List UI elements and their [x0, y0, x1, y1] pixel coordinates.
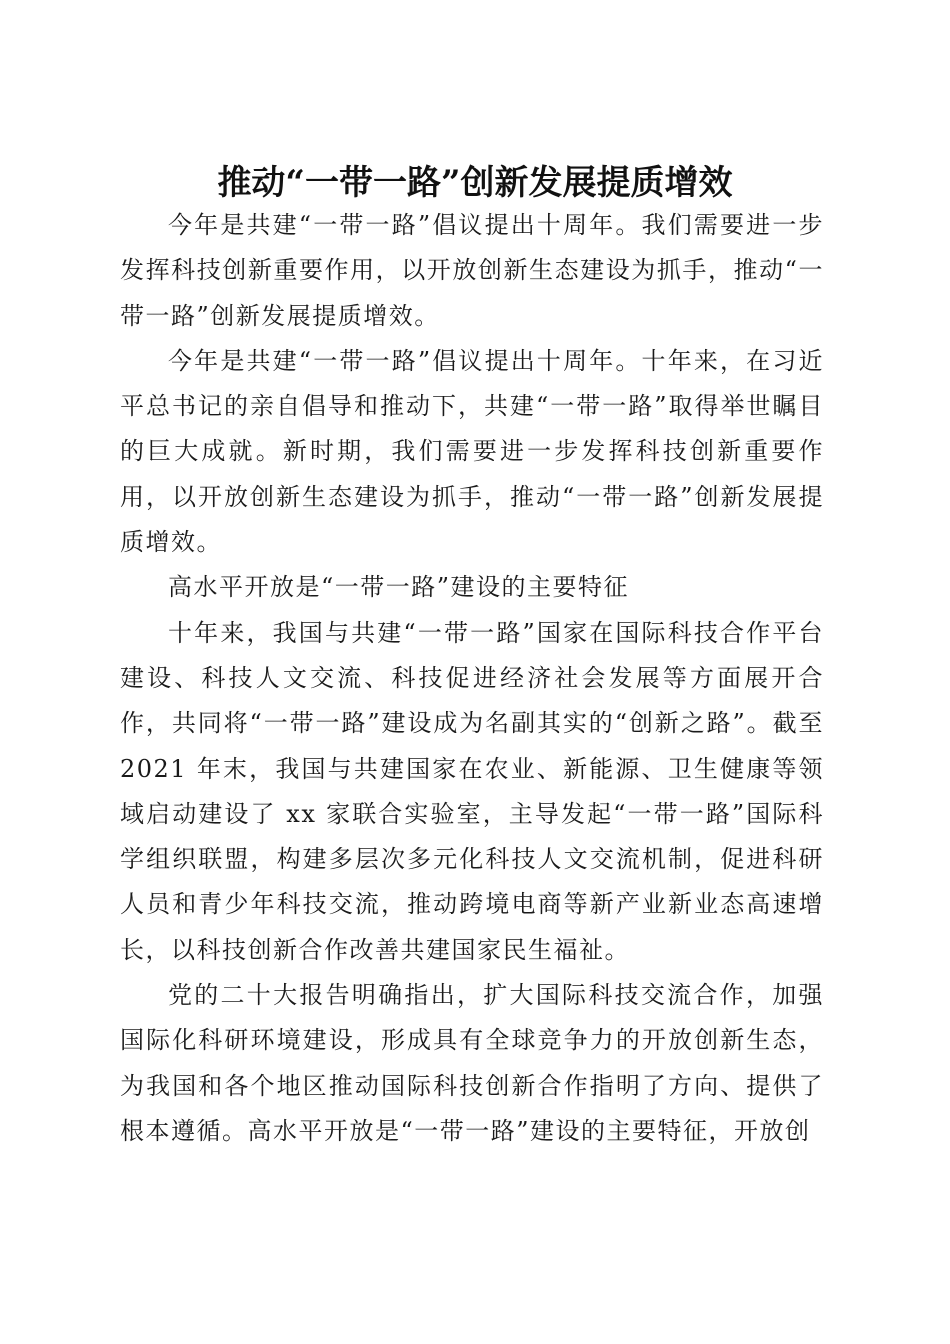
paragraph-achievements: 十年来，我国与共建“一带一路”国家在国际科技合作平台建设、科技人文交流、科技促进经济社会发展等方面展开合作，共同将“一带一路”建设成为名副其实的“创新之路”。截至 2021 年末，我国与共建国家在农业、新能源、卫生健康等领域启动建设了 xx 家联合实验室，主导发起“一带一路”国际科学组织联盟，构建多层次多元化科技人文交流机制，促进科研人员和青少年科技交流，推动跨境电商等新产业新业态高速增长，以科技创新合作改善共建国家民生福祉。	[120, 618, 824, 964]
document-title: 推动“一带一路”创新发展提质增效	[217, 162, 733, 203]
document-body	[120, 203, 824, 1154]
paragraph-report: 党的二十大报告明确指出，扩大国际科技交流合作，加强国际化科研环境建设，形成具有全球竞争力的开放创新生态，为我国和各个地区推动国际科技创新合作指明了方向、提供了根本遵循。高水平开放是“一带一路”建设的主要特征，开放创	[120, 981, 824, 1145]
section-heading: 高水平开放是“一带一路”建设的主要特征	[168, 573, 630, 602]
paragraph-intro: 今年是共建“一带一路”倡议提出十周年。我们需要进一步发挥科技创新重要作用，以开放创新生态建设为抓手，推动“一带一路”创新发展提质增效。	[120, 211, 824, 330]
paragraph-background: 今年是共建“一带一路”倡议提出十周年。十年来，在习近平总书记的亲自倡导和推动下，共建“一带一路”取得举世瞩目的巨大成就。新时期，我们需要进一步发挥科技创新重要作用，以开放创新生态建设为抓手，推动“一带一路”创新发展提质增效。	[120, 346, 824, 557]
